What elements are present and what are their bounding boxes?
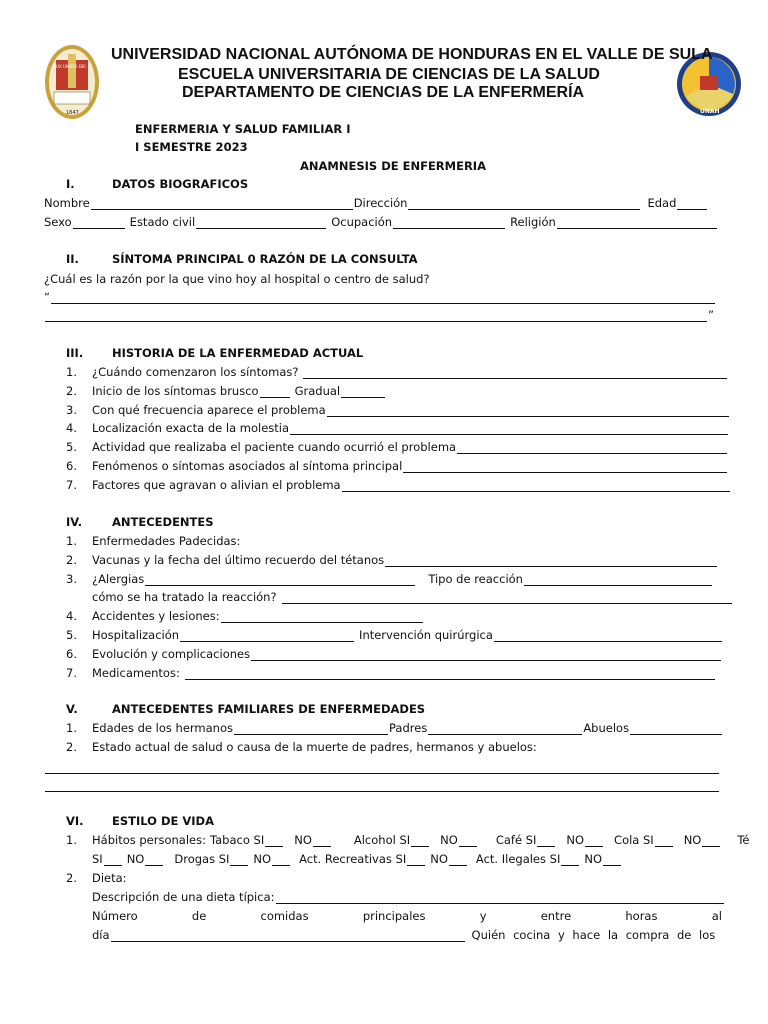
familiares-answer-line-1[interactable] bbox=[45, 762, 719, 774]
cafe-no-field[interactable] bbox=[585, 835, 603, 847]
te-si-label: SI bbox=[92, 852, 103, 866]
left-logo-year: 1847 bbox=[66, 110, 79, 116]
section-2-heading bbox=[66, 252, 418, 266]
hermanos-label: Edades de los hermanos bbox=[92, 721, 233, 735]
recreativas-no-label: NO bbox=[430, 852, 448, 866]
dieta-tipica-row bbox=[92, 890, 725, 904]
ilegales-si-label: Act. Ilegales SI bbox=[475, 852, 561, 866]
section-number: IV. bbox=[66, 515, 83, 529]
antecedentes-item-4 bbox=[66, 609, 424, 623]
tabaco-no-field[interactable] bbox=[313, 835, 331, 847]
padres-field[interactable] bbox=[428, 723, 582, 735]
edad-field[interactable] bbox=[677, 198, 707, 210]
university-seal-logo bbox=[44, 44, 100, 120]
comidas-field[interactable] bbox=[111, 930, 465, 942]
section-number: V. bbox=[66, 702, 78, 716]
drogas-si-label: Drogas SI bbox=[174, 852, 230, 866]
form-title: ANAMNESIS DE ENFERMERIA bbox=[300, 159, 486, 173]
section-number: I. bbox=[66, 177, 75, 191]
history-item-2 bbox=[66, 384, 386, 398]
antecedentes-item-5 bbox=[66, 628, 723, 642]
section-title: HISTORIA DE LA ENFERMEDAD ACTUAL bbox=[112, 346, 364, 360]
drogas-no-label: NO bbox=[253, 852, 272, 866]
item-field[interactable] bbox=[303, 367, 727, 379]
numero-word: al bbox=[711, 909, 722, 923]
estado-civil-label: Estado civil bbox=[129, 215, 196, 229]
section-title: ANTECEDENTES bbox=[112, 515, 214, 529]
te-no-field[interactable] bbox=[145, 854, 163, 866]
antecedentes-item-2 bbox=[66, 553, 718, 567]
numero-word: Número bbox=[92, 909, 138, 923]
ocupacion-label: Ocupación bbox=[331, 215, 393, 229]
tipo-reaccion-field[interactable] bbox=[524, 574, 712, 586]
left-logo-label: LUX UMBRA DEI bbox=[54, 64, 86, 69]
numero-word: horas bbox=[625, 909, 658, 923]
item-number: 2. bbox=[66, 553, 77, 567]
section-3-heading bbox=[66, 346, 363, 360]
header-university: UNIVERSIDAD NACIONAL AUTÓNOMA DE HONDURAS EN EL VALLE DE SULA bbox=[111, 46, 713, 63]
te-no-label: NO bbox=[126, 852, 145, 866]
item-number: 6. bbox=[66, 647, 77, 661]
vacunas-label: Vacunas y la fecha del último recuerdo del tétanos bbox=[92, 553, 385, 567]
consult-answer-line-1 bbox=[44, 290, 716, 304]
section-4-heading bbox=[66, 515, 214, 529]
alcohol-si-label: Alcohol SI bbox=[353, 833, 411, 847]
item-number: 2. bbox=[66, 740, 77, 754]
numero-word: entre bbox=[540, 909, 572, 923]
evolucion-field[interactable] bbox=[251, 649, 721, 661]
estado-civil-field[interactable] bbox=[196, 217, 326, 229]
item-number: 1. bbox=[66, 365, 77, 379]
tabaco-si-label: Tabaco SI bbox=[209, 833, 265, 847]
vacunas-field[interactable] bbox=[385, 555, 717, 567]
numero-comidas-row bbox=[92, 909, 722, 923]
hospitalizacion-field[interactable] bbox=[180, 630, 354, 642]
section-number: VI. bbox=[66, 814, 84, 828]
section-number: III. bbox=[66, 346, 84, 360]
ocupacion-field[interactable] bbox=[393, 217, 505, 229]
alcohol-no-field[interactable] bbox=[459, 835, 477, 847]
item-number: 1. bbox=[66, 833, 77, 847]
habitos-label: Hábitos personales: bbox=[92, 833, 206, 847]
section-number: II. bbox=[66, 252, 79, 266]
section-1-heading bbox=[66, 177, 248, 191]
alergias-label: ¿Alergias bbox=[92, 572, 145, 586]
item-number: 2. bbox=[66, 871, 77, 885]
item-number: 6. bbox=[66, 459, 77, 473]
alcohol-no-label: NO bbox=[440, 833, 458, 847]
evolucion-label: Evolución y complicaciones bbox=[92, 647, 251, 661]
tratamiento-reaccion-field[interactable] bbox=[282, 592, 732, 604]
nombre-label: Nombre bbox=[44, 196, 90, 210]
ilegales-no-field[interactable] bbox=[603, 854, 621, 866]
familiares-item-2 bbox=[66, 740, 537, 754]
antecedentes-item-6 bbox=[66, 647, 722, 661]
antecedentes-item-3b bbox=[92, 590, 733, 604]
history-item-4 bbox=[66, 421, 729, 435]
header-department: DEPARTAMENTO DE CIENCIAS DE LA ENFERMERÍA bbox=[182, 84, 585, 101]
item-label: Factores que agravan o alivian el problema bbox=[92, 478, 341, 492]
religion-label: Religión bbox=[510, 215, 556, 229]
estado-salud-label: Estado actual de salud o causa de la muerte de padres, hermanos y abuelos: bbox=[92, 740, 537, 754]
sexo-label: Sexo bbox=[44, 215, 72, 229]
brusco-field[interactable] bbox=[260, 386, 290, 398]
dieta-item bbox=[66, 871, 127, 885]
item-number: 4. bbox=[66, 609, 77, 623]
nombre-field[interactable] bbox=[91, 198, 353, 210]
religion-field[interactable] bbox=[557, 217, 717, 229]
recreativas-si-field[interactable] bbox=[407, 854, 425, 866]
medicamentos-label: Medicamentos: bbox=[92, 666, 180, 680]
familiares-item-1 bbox=[66, 721, 723, 735]
tabaco-si-field[interactable] bbox=[265, 835, 283, 847]
enfermedades-label: Enfermedades Padecidas: bbox=[92, 534, 241, 548]
familiares-answer-line-2[interactable] bbox=[45, 780, 719, 792]
dieta-tipica-field[interactable] bbox=[276, 892, 724, 904]
item-number: 1. bbox=[66, 534, 77, 548]
hospitalizacion-label: Hospitalización bbox=[92, 628, 180, 642]
ilegales-no-label: NO bbox=[584, 852, 603, 866]
numero-word: y bbox=[479, 909, 487, 923]
cola-no-field[interactable] bbox=[702, 835, 720, 847]
item-number: 5. bbox=[66, 628, 77, 642]
padres-label: Padres bbox=[389, 721, 428, 735]
section-5-heading bbox=[66, 702, 425, 716]
course-name: ENFERMERIA Y SALUD FAMILIAR I bbox=[135, 122, 351, 136]
dia-row bbox=[92, 928, 715, 942]
gradual-field[interactable] bbox=[341, 386, 385, 398]
antecedentes-item-7 bbox=[66, 666, 716, 680]
biodata-row-2 bbox=[44, 215, 718, 229]
right-logo-label: UNAH bbox=[700, 108, 720, 115]
te-label: Té bbox=[737, 833, 750, 847]
cola-si-field[interactable] bbox=[655, 835, 673, 847]
tabaco-no-label: NO bbox=[294, 833, 312, 847]
alergias-field[interactable] bbox=[145, 574, 415, 586]
habitos-row-1 bbox=[66, 833, 750, 847]
numero-word: comidas bbox=[260, 909, 309, 923]
cafe-si-label: Café SI bbox=[495, 833, 537, 847]
dieta-label: Dieta: bbox=[92, 871, 127, 885]
open-quote: “ bbox=[44, 290, 50, 304]
history-item-3 bbox=[66, 403, 730, 417]
history-item-6 bbox=[66, 459, 728, 473]
section-title: ANTECEDENTES FAMILIARES DE ENFERMEDADES bbox=[112, 702, 426, 716]
recreativas-si-label: Act. Recreativas SI bbox=[299, 852, 407, 866]
tratamiento-reaccion-label: cómo se ha tratado la reacción? bbox=[92, 590, 277, 604]
medicamentos-field[interactable] bbox=[185, 668, 715, 680]
item-number: 5. bbox=[66, 440, 77, 454]
consult-answer-field-2[interactable] bbox=[45, 310, 707, 322]
section-title: DATOS BIOGRAFICOS bbox=[112, 177, 249, 191]
item-field[interactable] bbox=[327, 405, 729, 417]
header-school: ESCUELA UNIVERSITARIA DE CIENCIAS DE LA SALUD bbox=[178, 66, 600, 83]
abuelos-field[interactable] bbox=[630, 723, 722, 735]
history-item-7 bbox=[66, 478, 731, 492]
cafe-si-field[interactable] bbox=[537, 835, 555, 847]
numero-word: de bbox=[191, 909, 207, 923]
antecedentes-item-3 bbox=[66, 572, 713, 586]
antecedentes-item-1 bbox=[66, 534, 240, 548]
numero-word: principales bbox=[362, 909, 426, 923]
tipo-reaccion-label: Tipo de reacción bbox=[428, 572, 523, 586]
section-title: ESTILO DE VIDA bbox=[112, 814, 214, 828]
cafe-no-label: NO bbox=[566, 833, 585, 847]
history-item-1 bbox=[66, 365, 728, 379]
abuelos-label: Abuelos bbox=[583, 721, 630, 735]
quien-cocina-label: Quién cocina y hace la compra de los bbox=[471, 928, 716, 942]
intervencion-field[interactable] bbox=[494, 630, 722, 642]
section-6-heading bbox=[66, 814, 214, 828]
item-number: 7. bbox=[66, 666, 77, 680]
close-quote: ” bbox=[708, 308, 714, 322]
hermanos-field[interactable] bbox=[234, 723, 388, 735]
item-number: 1. bbox=[66, 721, 77, 735]
edad-label: Edad bbox=[647, 196, 677, 210]
item-field[interactable] bbox=[290, 423, 728, 435]
accidentes-field[interactable] bbox=[221, 611, 423, 623]
item-number: 7. bbox=[66, 478, 77, 492]
ilegales-si-field[interactable] bbox=[561, 854, 579, 866]
item-label: Fenómenos o síntomas asociados al síntoma principal bbox=[92, 459, 403, 473]
consult-question: ¿Cuál es la razón por la que vino hoy al hospital o centro de salud? bbox=[44, 272, 430, 286]
te-si-field[interactable] bbox=[104, 854, 122, 866]
intervencion-label: Intervención quirúrgica bbox=[359, 628, 493, 642]
accidentes-label: Accidentes y lesiones: bbox=[92, 609, 220, 623]
drogas-si-field[interactable] bbox=[230, 854, 248, 866]
history-item-5 bbox=[66, 440, 728, 454]
habitos-row-2 bbox=[92, 852, 622, 866]
gradual-label: Gradual bbox=[294, 384, 341, 398]
biodata-row-1 bbox=[44, 196, 708, 210]
item-label: ¿Cuándo comenzaron los síntomas? bbox=[92, 365, 299, 379]
item-field[interactable] bbox=[457, 442, 727, 454]
item-number: 3. bbox=[66, 572, 77, 586]
item-field[interactable] bbox=[342, 480, 730, 492]
item-number: 4. bbox=[66, 421, 77, 435]
section-title: SÍNTOMA PRINCIPAL 0 RAZÓN DE LA CONSULTA bbox=[112, 252, 418, 266]
item-field[interactable] bbox=[403, 461, 727, 473]
item-number: 2. bbox=[66, 384, 77, 398]
direccion-field[interactable] bbox=[408, 198, 640, 210]
alcohol-si-field[interactable] bbox=[411, 835, 429, 847]
semester: I SEMESTRE 2023 bbox=[135, 140, 248, 154]
cola-si-label: Cola SI bbox=[614, 833, 654, 847]
item-label: Con qué frecuencia aparece el problema bbox=[92, 403, 326, 417]
item-label: Actividad que realizaba el paciente cuando ocurrió el problema bbox=[92, 440, 457, 454]
drogas-no-field[interactable] bbox=[272, 854, 290, 866]
consult-answer-field-1[interactable] bbox=[51, 292, 715, 304]
consult-answer-line-2 bbox=[44, 308, 714, 322]
dieta-tipica-label: Descripción de una dieta típica: bbox=[92, 890, 275, 904]
item-number: 3. bbox=[66, 403, 77, 417]
dia-label: día bbox=[92, 928, 110, 942]
direccion-label: Dirección bbox=[353, 196, 408, 210]
sexo-field[interactable] bbox=[73, 217, 125, 229]
item-label: Inicio de los síntomas brusco bbox=[92, 384, 259, 398]
item-label: Localización exacta de la molestia bbox=[92, 421, 290, 435]
cola-no-label: NO bbox=[683, 833, 702, 847]
recreativas-no-field[interactable] bbox=[449, 854, 467, 866]
